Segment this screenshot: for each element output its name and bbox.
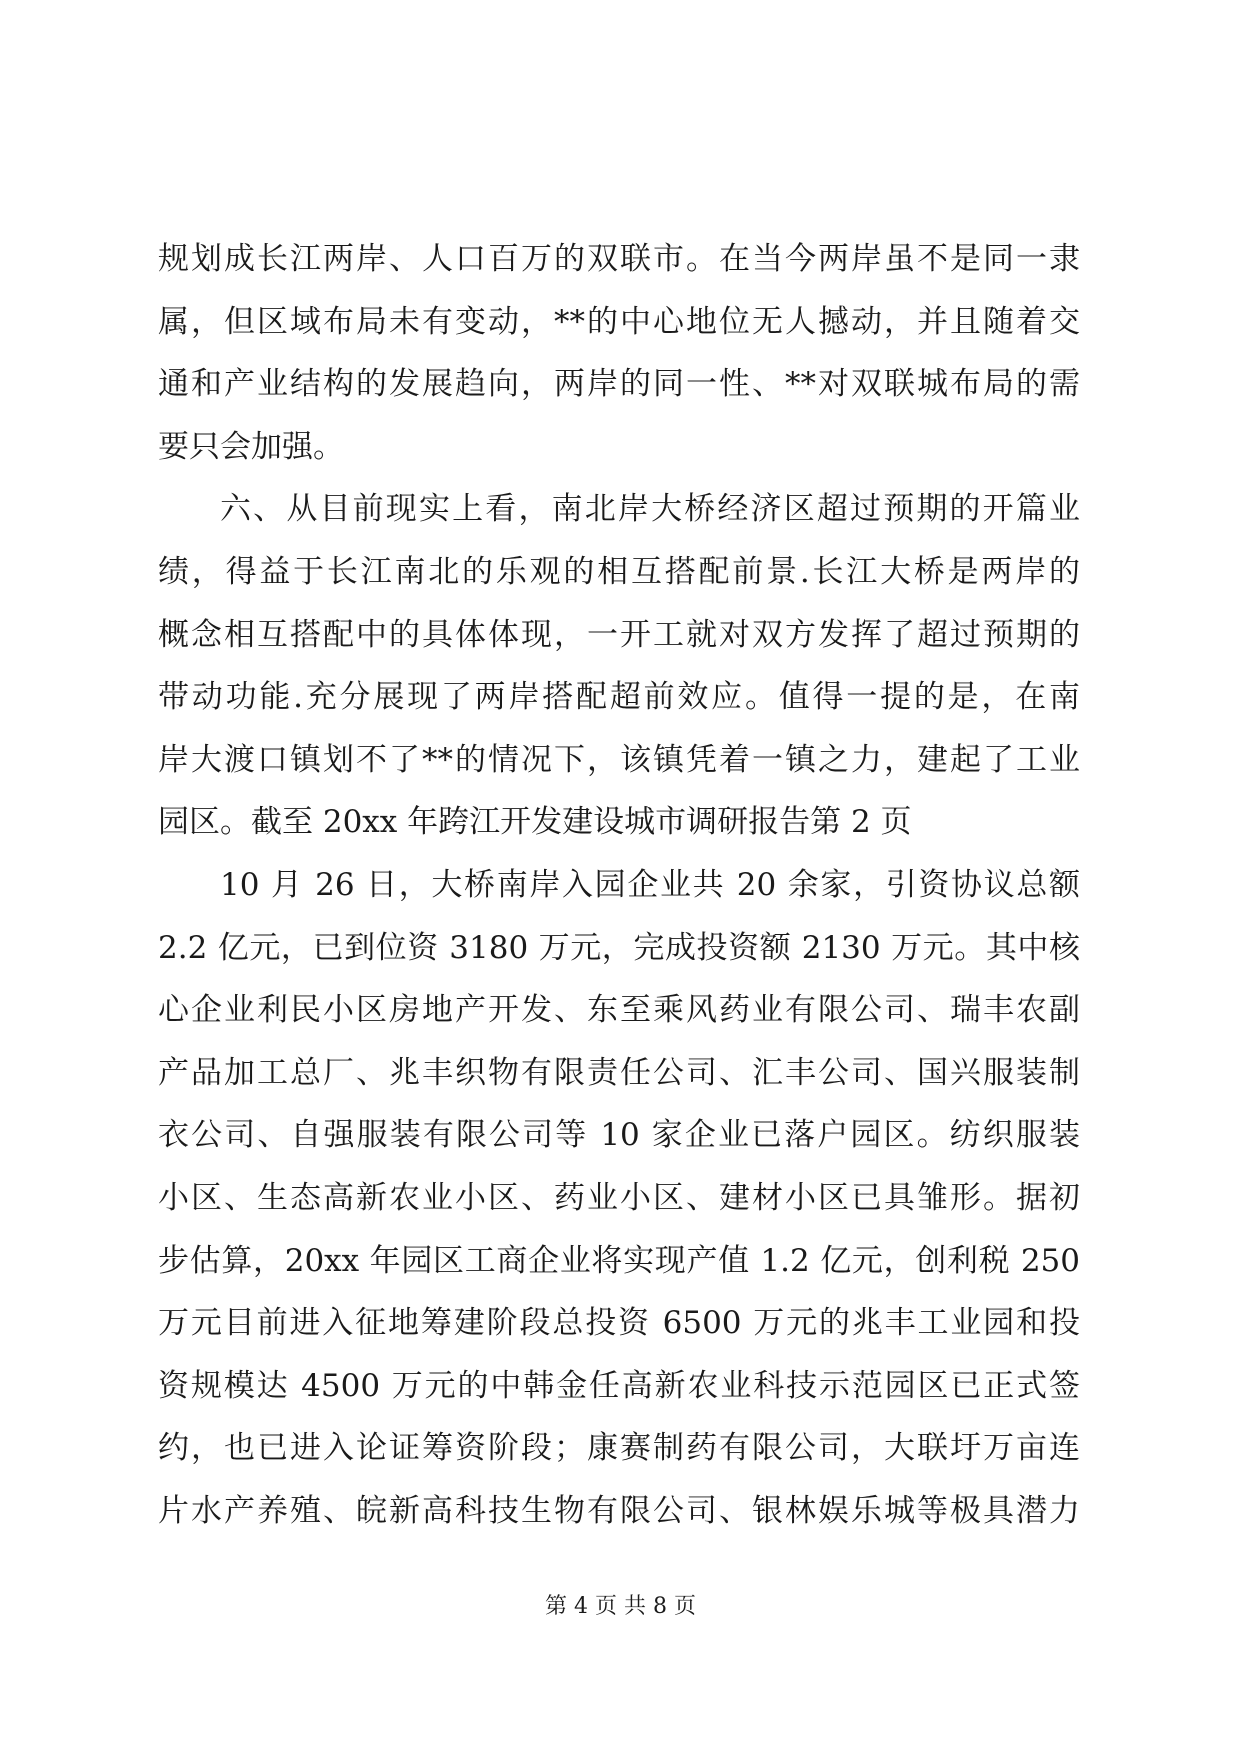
text-line: 资规模达 4500 万元的中韩金任高新农业科技示范园区已正式签 [158,1367,1080,1404]
text-line: 属，但区域布局未有变动，**的中心地位无人撼动，并且随着交 [158,303,1080,340]
text-line: 园区。截至 20xx 年跨江开发建设城市调研报告第 2 页 [158,804,912,841]
text-line: 产品加工总厂、兆丰织物有限责任公司、汇丰公司、国兴服装制 [158,1054,1080,1091]
text-line: 通和产业结构的发展趋向，两岸的同一性、**对双联城布局的需 [158,366,1080,403]
text-line: 衣公司、自强服装有限公司等 10 家企业已落户园区。纺织服装 [158,1117,1080,1154]
text-line: 岸大渡口镇划不了**的情况下，该镇凭着一镇之力，建起了工业 [158,741,1080,778]
text-line: 心企业利民小区房地产开发、东至乘风药业有限公司、瑞丰农副 [158,992,1080,1029]
page-footer: 第 4 页 共 8 页 [545,1594,696,1619]
text-line: 要只会加强。 [158,428,344,465]
text-line: 步估算，20xx 年园区工商企业将实现产值 1.2 亿元，创利税 250 [158,1242,1080,1279]
text-line: 2.2 亿元，已到位资 3180 万元，完成投资额 2130 万元。其中核 [158,929,1080,966]
text-line: 约，也已进入论证筹资阶段；康赛制药有限公司，大联圩万亩连 [158,1430,1080,1467]
text-line: 六、从目前现实上看，南北岸大桥经济区超过预期的开篇业 [220,491,1080,528]
text-line: 万元目前进入征地筹建阶段总投资 6500 万元的兆丰工业园和投 [158,1305,1080,1342]
text-line: 绩，得益于长江南北的乐观的相互搭配前景.长江大桥是两岸的 [158,553,1080,590]
text-line: 概念相互搭配中的具体体现，一开工就对双方发挥了超过预期的 [158,616,1080,653]
text-line: 10 月 26 日，大桥南岸入园企业共 20 余家，引资协议总额 [220,866,1080,903]
text-line: 小区、生态高新农业小区、药业小区、建材小区已具雏形。据初 [158,1179,1080,1216]
text-line: 规划成长江两岸、人口百万的双联市。在当今两岸虽不是同一隶 [158,241,1080,277]
text-line: 带动功能.充分展现了两岸搭配超前效应。值得一提的是，在南 [158,679,1080,716]
document-body [158,228,1080,1542]
text-line: 片水产养殖、皖新高科技生物有限公司、银林娱乐城等极具潜力 [158,1492,1080,1529]
